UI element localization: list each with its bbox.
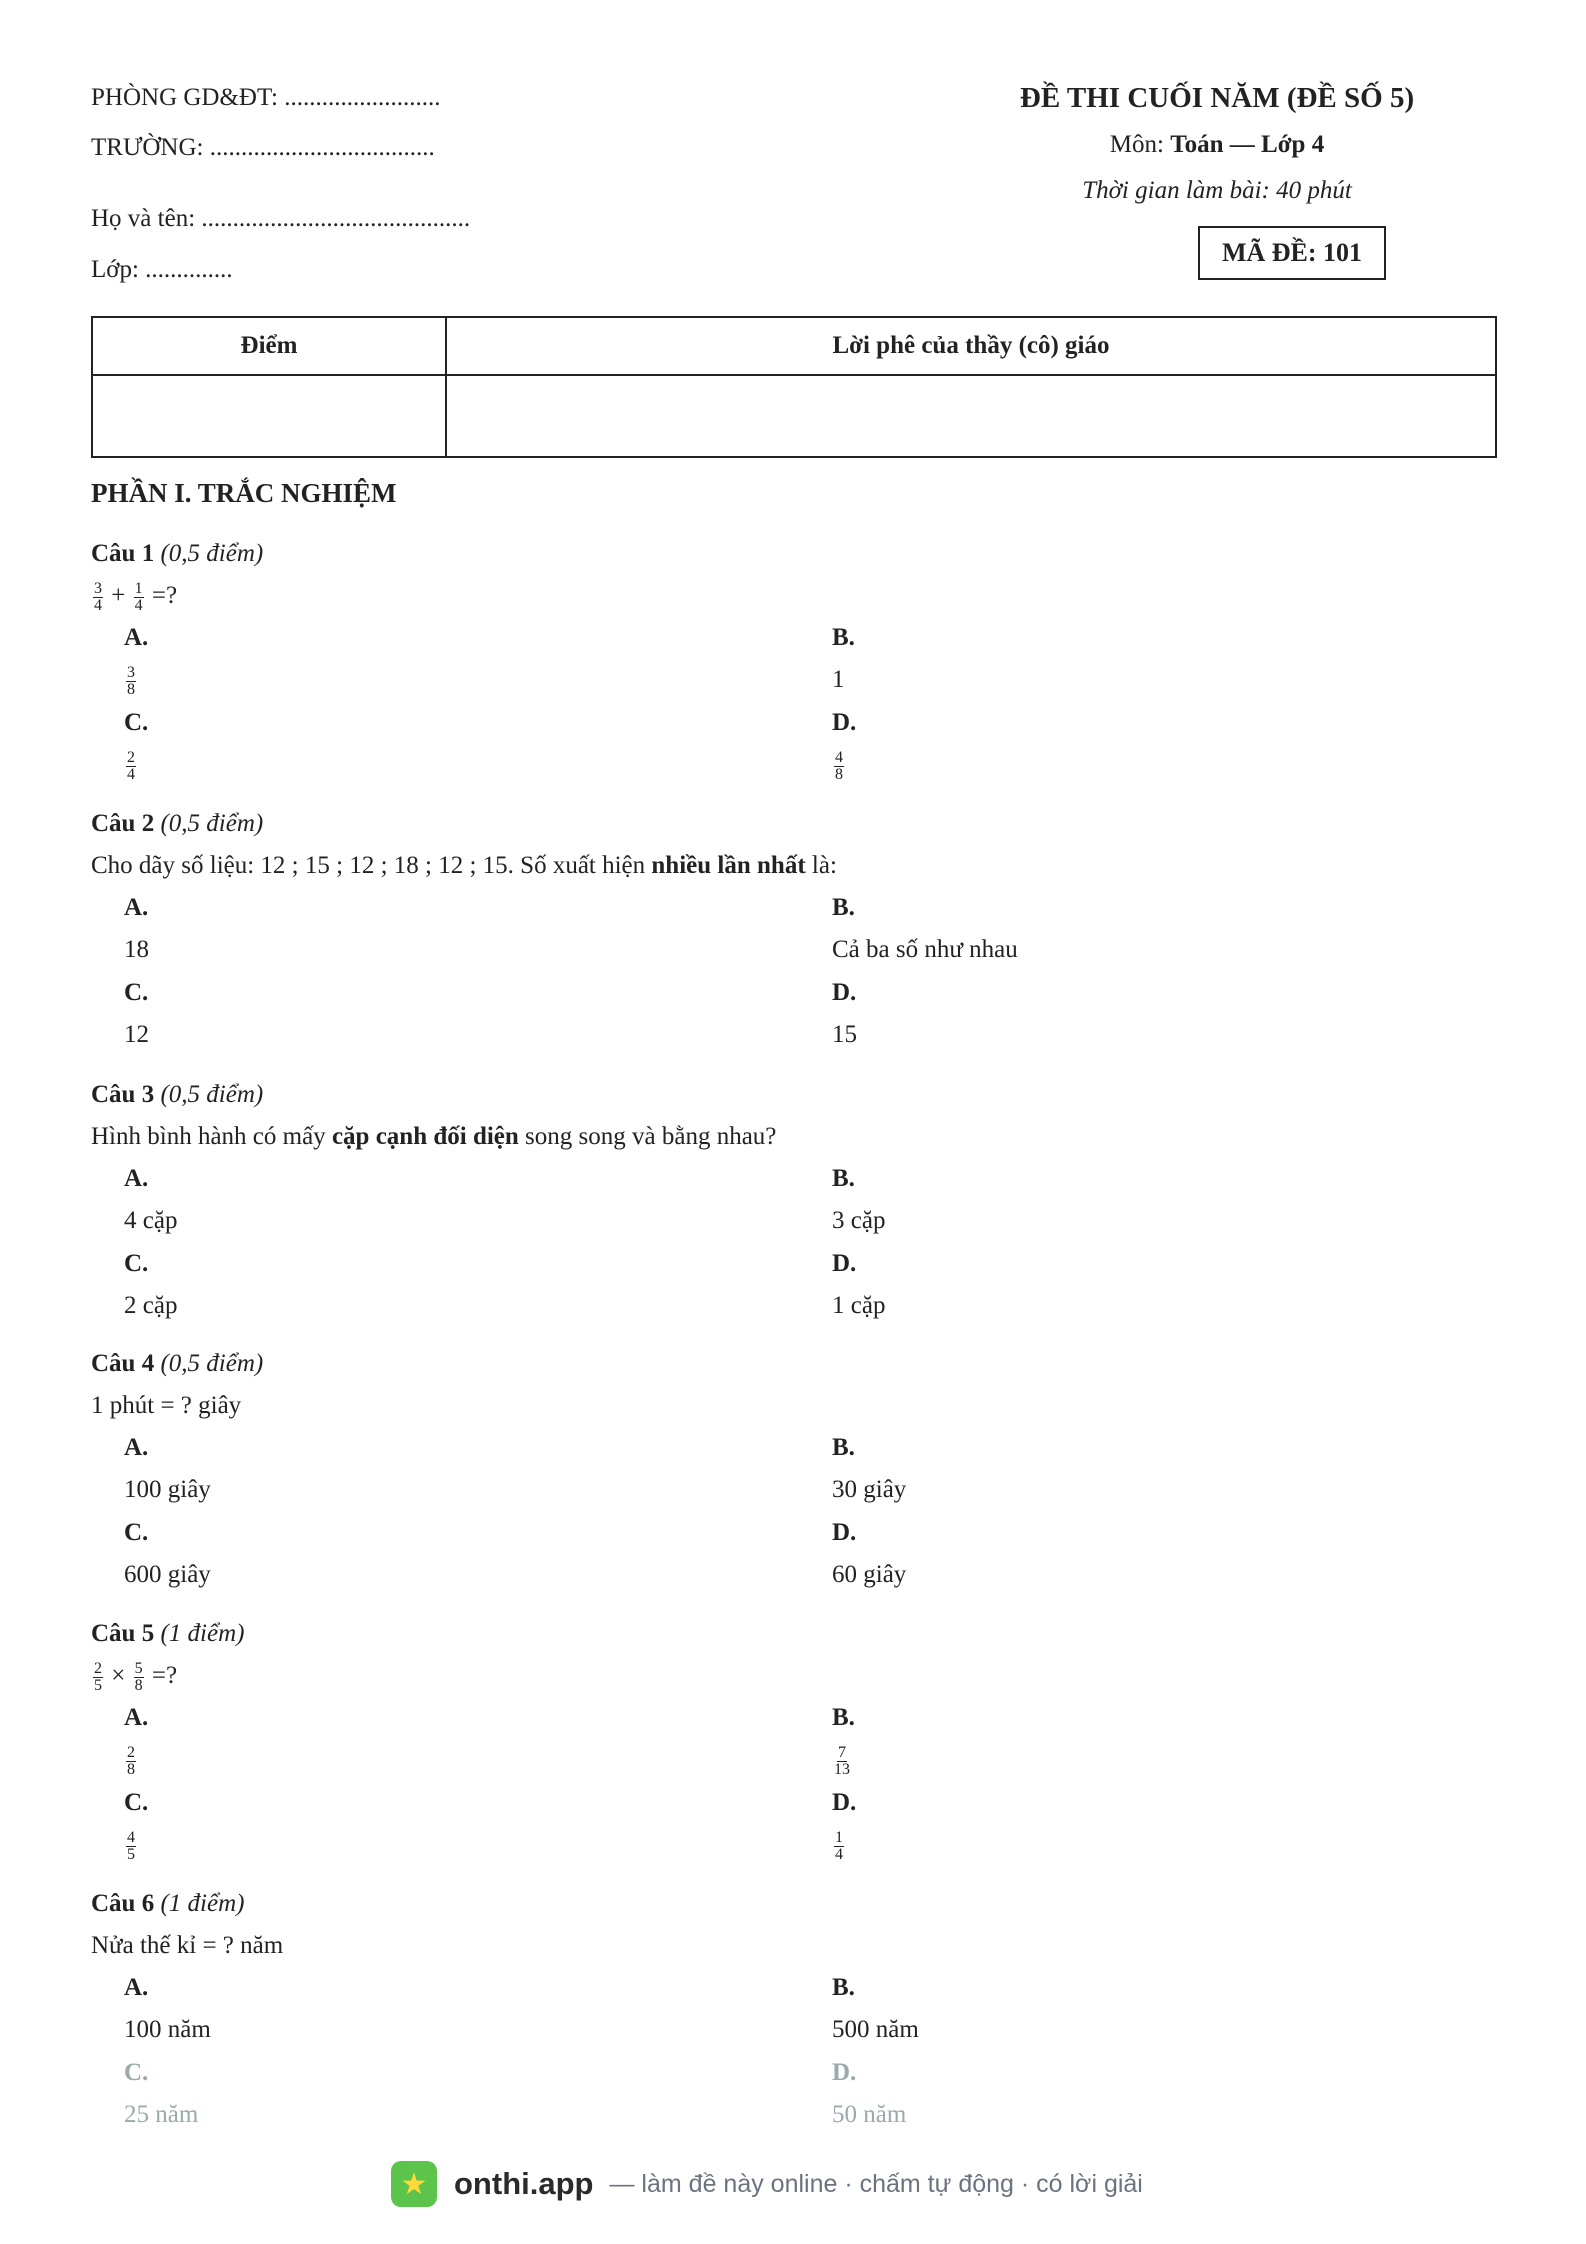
part-title: PHẦN I. TRẮC NGHIỆM <box>91 478 397 508</box>
question-points: (0,5 điểm) <box>160 810 264 837</box>
answer-option[interactable] <box>832 1428 1432 1512</box>
brand-tagline: — làm đề này online · chấm tự động · có lời giải <box>609 2169 1143 2198</box>
star-logo-icon: ★ <box>391 2161 437 2207</box>
answer-option[interactable] <box>832 2053 1432 2137</box>
option-label: A. <box>124 1165 149 1192</box>
question-points: (1 điểm) <box>160 1890 245 1917</box>
option-value <box>124 658 724 702</box>
option-value <box>124 1823 724 1867</box>
option-value <box>124 1013 724 1057</box>
question-4 <box>91 1344 1497 1588</box>
option-label: C. <box>124 709 149 736</box>
subject-name: Toán — Lớp 4 <box>1170 131 1325 158</box>
option-value <box>832 2093 1432 2137</box>
option-value <box>124 1553 724 1597</box>
option-fraction <box>834 1830 844 1863</box>
question-points: (1 điểm) <box>160 1620 245 1647</box>
denominator: 8 <box>835 765 843 783</box>
fraction <box>93 1661 103 1694</box>
question-text-emphasis: nhiều lần nhất <box>651 852 806 879</box>
numerator: 7 <box>838 1743 846 1761</box>
option-label: D. <box>832 979 857 1006</box>
answer-option[interactable] <box>124 1428 724 1512</box>
question-heading <box>91 1614 1497 1654</box>
answer-option[interactable] <box>124 703 724 787</box>
comment-header: Lời phê của thầy (cô) giáo <box>446 317 1496 375</box>
denominator: 5 <box>127 1845 135 1863</box>
question-heading <box>91 534 1497 574</box>
brand-footer[interactable] <box>391 2160 1143 2208</box>
question-text <box>91 1924 1497 1968</box>
question-number: Câu 2 <box>91 810 155 837</box>
option-text: 18 <box>124 936 149 963</box>
question-number: Câu 4 <box>91 1350 155 1377</box>
fraction <box>134 1661 144 1694</box>
option-label: A. <box>124 1704 149 1731</box>
option-label: D. <box>832 2059 857 2086</box>
question-text <box>91 844 1497 888</box>
answer-option[interactable] <box>832 618 1432 702</box>
question-points: (0,5 điểm) <box>160 1350 264 1377</box>
answer-option[interactable] <box>124 1968 724 2052</box>
student-name-line: Họ và tên: ........................................... <box>91 205 471 232</box>
option-value <box>832 743 1432 787</box>
question-text-part: là: <box>805 852 837 879</box>
numerator: 2 <box>127 1743 135 1761</box>
question-math <box>91 1654 1497 1698</box>
option-text: 15 <box>832 1021 857 1048</box>
option-text: 1 cặp <box>832 1292 886 1319</box>
option-value <box>832 1738 1432 1782</box>
answer-option[interactable] <box>832 1513 1432 1597</box>
question-points: (0,5 điểm) <box>160 1081 264 1108</box>
option-fraction <box>126 1830 136 1863</box>
question-2 <box>91 804 1497 1048</box>
option-value <box>832 1284 1432 1328</box>
denominator: 4 <box>835 1845 843 1863</box>
option-label: A. <box>124 1434 149 1461</box>
exam-time: Thời gian làm bài: 40 phút <box>1082 177 1352 204</box>
option-label: B. <box>832 1434 855 1461</box>
numerator: 4 <box>127 1828 135 1846</box>
question-text-part: Hình bình hành có mấy <box>91 1123 332 1150</box>
option-text: 100 năm <box>124 2016 211 2043</box>
math-equals: =? <box>151 582 178 609</box>
exam-subject <box>937 131 1497 159</box>
denominator: 8 <box>127 680 135 698</box>
answer-option[interactable] <box>832 1968 1432 2052</box>
comment-cell <box>446 375 1496 457</box>
answer-option[interactable] <box>124 2053 724 2137</box>
option-value <box>832 1199 1432 1243</box>
option-text: 60 giây <box>832 1561 907 1588</box>
exam-header <box>91 0 1497 359</box>
question-text-part: 1 phút = ? giây <box>91 1392 242 1419</box>
question-heading <box>91 1075 1497 1115</box>
numerator: 3 <box>127 663 135 681</box>
option-text: 2 cặp <box>124 1292 178 1319</box>
question-text-emphasis: cặp cạnh đối diện <box>331 1123 519 1150</box>
answer-option[interactable] <box>124 888 724 972</box>
option-label: A. <box>124 894 149 921</box>
question-3 <box>91 1075 1497 1319</box>
question-points: (0,5 điểm) <box>160 540 264 567</box>
option-value <box>832 1468 1432 1512</box>
option-text: 1 <box>832 666 845 693</box>
option-value <box>124 2093 724 2137</box>
fraction <box>93 581 103 614</box>
math-equals: =? <box>151 1662 178 1689</box>
denominator: 8 <box>134 1676 143 1694</box>
answer-option[interactable] <box>124 1783 724 1867</box>
score-header: Điểm <box>92 317 446 375</box>
subject-prefix: Môn: <box>1109 131 1171 158</box>
answer-option[interactable] <box>124 973 724 1057</box>
numerator: 3 <box>94 579 102 597</box>
option-text: 30 giây <box>832 1476 907 1503</box>
option-label: D. <box>832 1789 857 1816</box>
option-text: 12 <box>124 1021 149 1048</box>
answer-option[interactable] <box>124 1698 724 1782</box>
option-text: 500 năm <box>832 2016 919 2043</box>
option-label: C. <box>124 2059 149 2086</box>
option-value <box>832 1553 1432 1597</box>
option-label: C. <box>124 979 149 1006</box>
school-line: TRƯỜNG: .................................... <box>91 134 435 161</box>
option-label: B. <box>832 1974 855 2001</box>
question-text-part: song song và bằng nhau? <box>518 1123 777 1150</box>
question-6 <box>91 1884 1497 2128</box>
option-label: D. <box>832 1519 857 1546</box>
answer-option[interactable] <box>832 1159 1432 1243</box>
question-number: Câu 3 <box>91 1081 155 1108</box>
score-cell <box>92 375 446 457</box>
math-operator: + <box>111 582 126 609</box>
option-label: D. <box>832 1250 857 1277</box>
answer-option[interactable] <box>124 1244 724 1328</box>
score-table <box>91 316 1497 458</box>
answer-option[interactable] <box>832 703 1432 787</box>
option-value <box>124 1738 724 1782</box>
answer-option[interactable] <box>124 1159 724 1243</box>
exam-title: ĐỀ THI CUỐI NĂM (ĐỀ SỐ 5) <box>1019 82 1415 114</box>
option-text: 100 giây <box>124 1476 211 1503</box>
option-label: A. <box>124 624 149 651</box>
exam-page <box>91 0 1497 2128</box>
math-operator: × <box>111 1662 126 1689</box>
option-fraction <box>126 750 136 783</box>
option-value <box>832 1013 1432 1057</box>
question-heading <box>91 804 1497 844</box>
question-text <box>91 1384 1497 1428</box>
option-label: B. <box>832 1704 855 1731</box>
answer-option[interactable] <box>124 618 724 702</box>
question-1 <box>91 534 1497 783</box>
option-label: C. <box>124 1519 149 1546</box>
answer-option[interactable] <box>832 973 1432 1057</box>
option-label: A. <box>124 1974 149 2001</box>
denominator: 13 <box>834 1760 850 1778</box>
option-text: Cả ba số như nhau <box>832 936 1018 963</box>
numerator: 1 <box>134 579 143 597</box>
option-fraction <box>126 665 136 698</box>
option-text: 3 cặp <box>832 1207 886 1234</box>
option-label: B. <box>832 894 855 921</box>
denominator: 4 <box>94 596 102 614</box>
question-math <box>91 574 1497 618</box>
question-number: Câu 5 <box>91 1620 155 1647</box>
option-value <box>832 658 1432 702</box>
denominator: 4 <box>134 596 143 614</box>
option-label: C. <box>124 1250 149 1277</box>
exam-code-box: MÃ ĐỀ: 101 <box>1198 226 1386 280</box>
option-value <box>832 2008 1432 2052</box>
option-label: D. <box>832 709 857 736</box>
option-label: B. <box>832 624 855 651</box>
option-fraction <box>834 1745 850 1778</box>
fraction <box>134 581 144 614</box>
option-text: 600 giây <box>124 1561 211 1588</box>
answer-option[interactable] <box>832 888 1432 972</box>
option-value <box>832 928 1432 972</box>
question-text <box>91 1115 1497 1159</box>
answer-option[interactable] <box>124 1513 724 1597</box>
numerator: 2 <box>127 748 135 766</box>
option-fraction <box>126 1745 136 1778</box>
question-text-part: Cho dãy số liệu: 12 ; 15 ; 12 ; 18 ; 12 ; 15. Số xuất hiện <box>91 852 652 879</box>
question-number: Câu 6 <box>91 1890 155 1917</box>
option-fraction <box>834 750 844 783</box>
option-label: B. <box>832 1165 855 1192</box>
denominator: 8 <box>127 1760 135 1778</box>
option-value <box>124 2008 724 2052</box>
option-text: 4 cặp <box>124 1207 178 1234</box>
numerator: 2 <box>94 1659 102 1677</box>
option-value <box>832 1823 1432 1867</box>
option-value <box>124 1199 724 1243</box>
question-heading <box>91 1884 1497 1924</box>
question-heading <box>91 1344 1497 1384</box>
question-text-part: Nửa thế kỉ = ? năm <box>91 1932 284 1959</box>
question-number: Câu 1 <box>91 540 155 567</box>
option-value <box>124 743 724 787</box>
option-value <box>124 1468 724 1512</box>
option-text: 50 năm <box>832 2101 907 2128</box>
brand-name: onthi.app <box>454 2166 594 2201</box>
numerator: 4 <box>835 748 843 766</box>
numerator: 1 <box>835 1828 843 1846</box>
question-5 <box>91 1614 1497 1863</box>
option-value <box>124 928 724 972</box>
numerator: 5 <box>134 1659 143 1677</box>
option-label: C. <box>124 1789 149 1816</box>
answer-option[interactable] <box>832 1783 1432 1867</box>
option-value <box>124 1284 724 1328</box>
class-line: Lớp: .............. <box>91 256 233 283</box>
school-office-line: PHÒNG GD&ĐT: ......................... <box>91 84 441 111</box>
answer-option[interactable] <box>832 1698 1432 1782</box>
denominator: 4 <box>127 765 135 783</box>
denominator: 5 <box>94 1676 102 1694</box>
option-text: 25 năm <box>124 2101 199 2128</box>
answer-option[interactable] <box>832 1244 1432 1328</box>
